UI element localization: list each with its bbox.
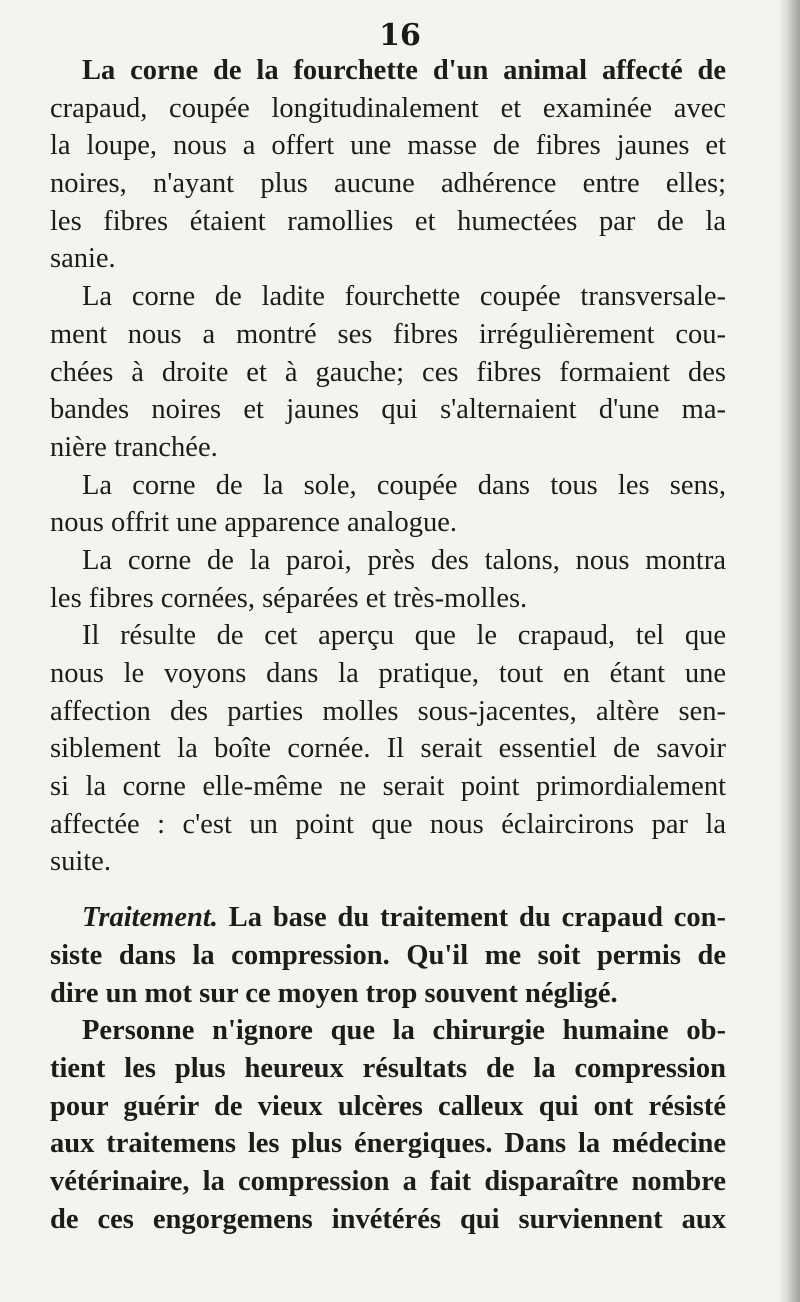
body-text <box>50 52 726 1238</box>
text-line: siblement la boîte cornée. Il serait essentiel de savoir <box>50 733 726 765</box>
paragraph-fourchette-transversal <box>50 278 726 466</box>
text-line: si la corne elle-même ne serait point primordialement <box>50 771 726 803</box>
text-line: Il résulte de cet aperçu que le crapaud, tel que <box>82 620 726 652</box>
page-number: 16 <box>379 18 421 53</box>
text-line: La corne de la paroi, près des talons, nous montra <box>82 544 726 576</box>
text-line: les fibres étaient ramollies et humectées par de la <box>50 205 726 237</box>
text-line: La corne de la sole, coupée dans tous les sens, <box>82 469 726 501</box>
text-line: les fibres cornées, séparées et très-molles. <box>50 582 528 614</box>
text-line: crapaud, coupée longitudinalement et examinée avec <box>50 92 726 124</box>
treatment-heading: Traitement. <box>82 902 218 934</box>
text-line: chées à droite et à gauche; ces fibres formaient des <box>50 356 726 388</box>
text-line: noires, n'ayant plus aucune adhérence entre elles; <box>50 168 726 200</box>
text-line: affectée : c'est un point que nous éclaircirons par la <box>50 808 726 840</box>
paragraph-conclusion <box>50 617 726 881</box>
text-line: La corne de la fourchette d'un animal affecté de <box>82 55 726 86</box>
text-line: nous le voyons dans la pratique, tout en étant une <box>50 658 726 689</box>
text-line: la loupe, nous a offert une masse de fibres jaunes et <box>50 130 726 162</box>
text-line: La corne de ladite fourchette coupée transversale- <box>82 281 726 313</box>
text-line: vétérinaire, la compression a fait disparaître nombre <box>50 1165 726 1197</box>
text-line: dire un mot sur ce moyen trop souvent négligé. <box>50 977 618 1009</box>
text-line: Personne n'ignore que la chirurgie humaine ob- <box>82 1015 726 1047</box>
paragraph-compression <box>50 1012 726 1238</box>
text-line: affection des parties molles sous-jacentes, altère sen- <box>50 695 726 727</box>
text-line <box>50 899 726 937</box>
paragraph-paroi <box>50 542 726 617</box>
text-line: de ces engorgemens invétérés qui surviennent aux <box>50 1203 726 1235</box>
treatment-first-line: La base du traitement du crapaud con- <box>217 902 726 934</box>
text-line: aux traitemens les plus énergiques. Dans la médecine <box>50 1128 726 1160</box>
text-line: tient les plus heureux résultats de la compression <box>50 1052 726 1084</box>
text-line: suite. <box>50 846 111 878</box>
paragraph-sole <box>50 467 726 542</box>
text-line: nous offrit une apparence analogue. <box>50 507 458 539</box>
section-gap <box>50 881 726 899</box>
text-line: ment nous a montré ses fibres irrégulièrement cou- <box>50 318 726 350</box>
text-line: nière tranchée. <box>50 431 218 463</box>
page-binding-shadow <box>778 0 800 1302</box>
text-line: pour guérir de vieux ulcères calleux qui ont résisté <box>50 1090 726 1122</box>
text-line: sanie. <box>50 243 116 275</box>
paragraph-fourchette-longitudinal <box>50 52 726 278</box>
text-line: bandes noires et jaunes qui s'alternaient d'une ma- <box>50 394 726 426</box>
paragraph-traitement <box>50 899 726 1012</box>
text-line: siste dans la compression. Qu'il me soit permis de <box>50 939 726 971</box>
